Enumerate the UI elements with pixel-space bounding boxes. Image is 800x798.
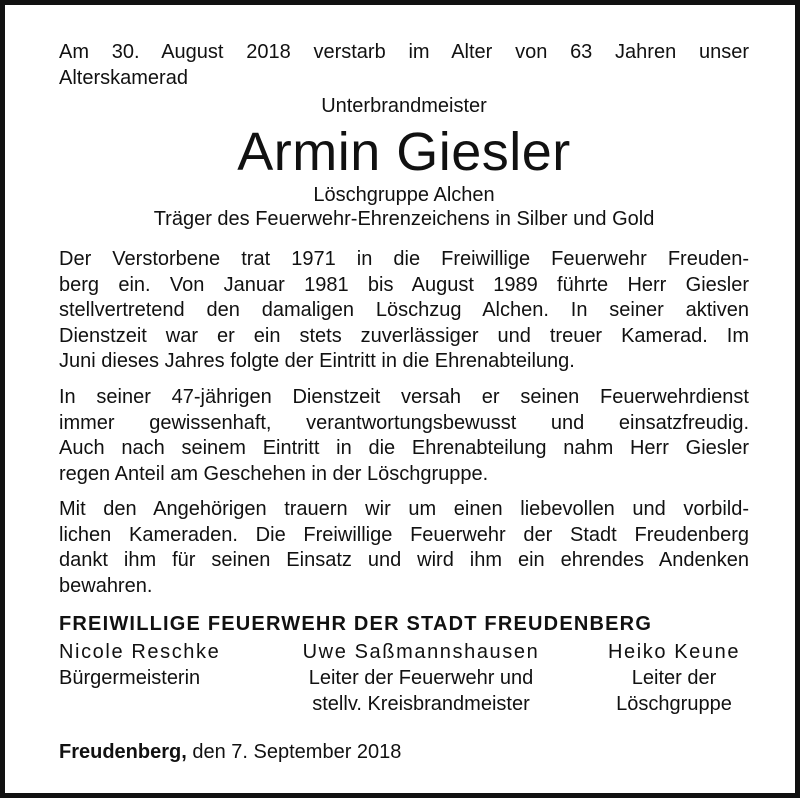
signatory-title: Bürgermeisterin [59, 667, 201, 689]
signatory-name: Uwe Saßmannshausen [302, 641, 540, 663]
signatory-title: Löschgruppe [616, 693, 732, 715]
signatory-name: Nicole Reschke [59, 641, 221, 663]
paragraph-line: Mit den Angehörigen trauern wir um einen liebevollen und vorbild- [59, 498, 749, 520]
intro-line: Alterskamerad [59, 66, 188, 89]
organization-name: FREIWILLIGE FEUERWEHR DER STADT FREUDENBERG [59, 613, 653, 635]
paragraph-line: bewahren. [59, 574, 153, 597]
intro-line: Am 30. August 2018 verstarb im Alter von 63 Jahren unser [59, 41, 749, 63]
paragraph-line: lichen Kameraden. Die Freiwillige Feuerwehr der Stadt Freudenberg [59, 523, 749, 546]
paragraph-3 [59, 497, 749, 599]
paragraph-line: berg ein. Von Januar 1981 bis August 1989 führte Herr Giesler [59, 273, 749, 296]
place-date-line [59, 739, 401, 765]
rank-label: Unterbrandmeister [321, 95, 487, 117]
signatory-1 [59, 639, 220, 691]
paragraph-line: Der Verstorbene trat 1971 in die Freiwillige Feuerwehr Freuden- [59, 248, 749, 270]
deceased-name: Armin Giesler [237, 122, 571, 182]
unit-label: Löschgruppe Alchen [313, 184, 495, 206]
date-text: den 7. September 2018 [186, 741, 402, 763]
paragraph-line: Dienstzeit war er ein stets zuverlässiger und treuer Kamerad. Im [59, 324, 749, 347]
paragraph-line: immer gewissenhaft, verantwortungsbewusst und einsatzfreudig. [59, 411, 749, 434]
award-label: Träger des Feuerwehr-Ehrenzeichens in Silber und Gold [153, 208, 655, 230]
paragraph-line: Juni dieses Jahres folgte der Eintritt in die Ehrenabteilung. [59, 350, 575, 372]
paragraph-line: Auch nach seinem Eintritt in die Ehrenabteilung nahm Herr Giesler [59, 437, 749, 459]
paragraph-1 [59, 247, 749, 375]
place-name: Freudenberg, [59, 741, 187, 763]
paragraph-line: In seiner 47-jährigen Dienstzeit versah er seinen Feuerwehrdienst [59, 386, 749, 408]
signatory-title: Leiter der [631, 667, 717, 689]
paragraph-line: stellvertretend den damaligen Löschzug Alchen. In seiner aktiven [59, 299, 749, 321]
paragraph-2 [59, 385, 749, 487]
signatory-name: Heiko Keune [607, 641, 741, 663]
intro-text [59, 40, 749, 91]
signatory-title: stellv. Kreisbrandmeister [312, 693, 530, 715]
signatory-3 [599, 639, 749, 717]
paragraph-line: regen Anteil am Geschehen in der Löschgruppe. [59, 462, 489, 485]
signatory-2 [283, 639, 559, 717]
paragraph-line: dankt ihm für seinen Einsatz und wird ihm ein ehrendes Andenken [59, 549, 749, 571]
signatory-title: Leiter der Feuerwehr und [308, 667, 534, 689]
